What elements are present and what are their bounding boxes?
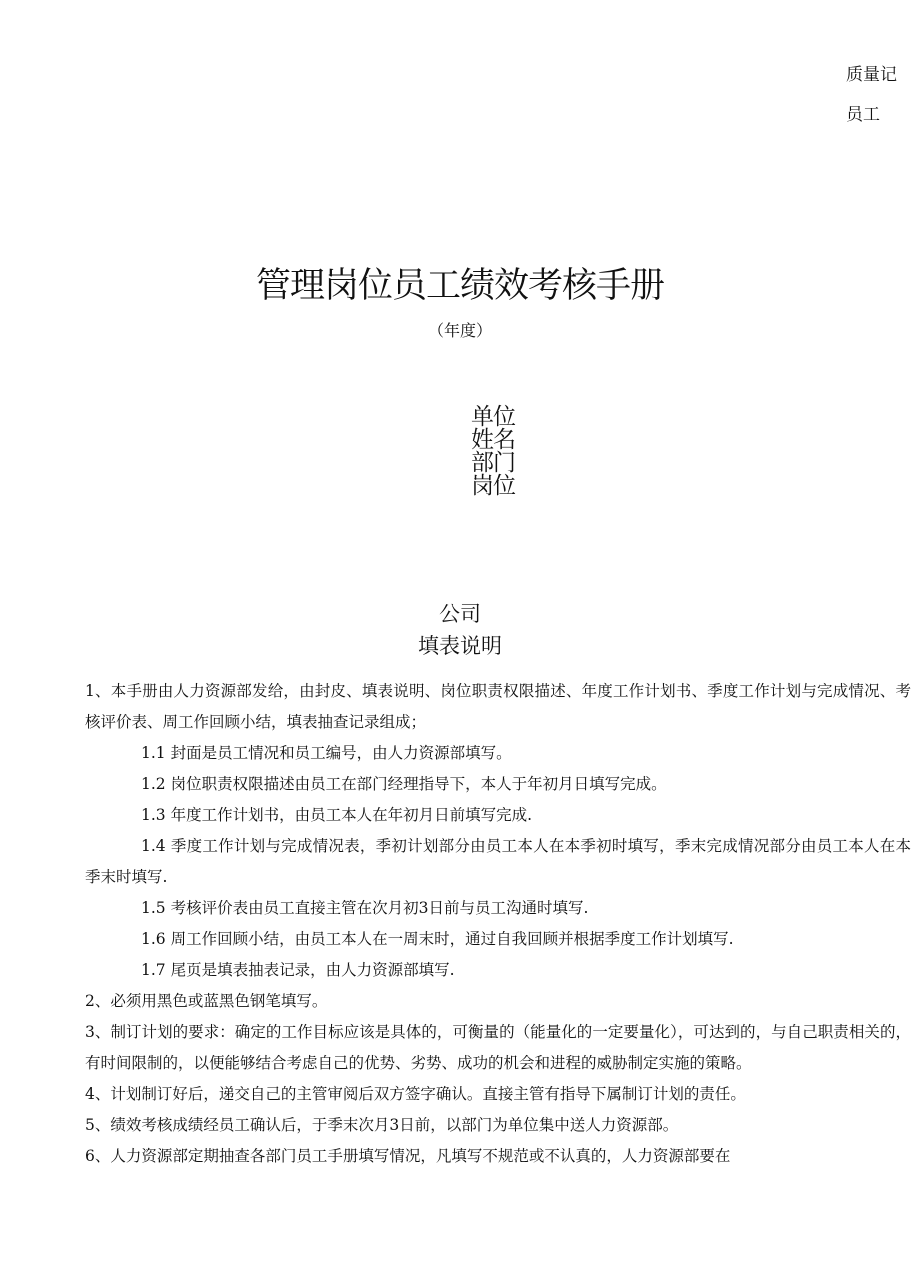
instructions-heading: 填表说明 — [418, 634, 502, 658]
field-position: 岗位 — [471, 473, 515, 499]
instruction-item-3: 3、制订计划的要求：确定的工作目标应该是具体的，可衡量的（能量化的一定要量化），可达到的，与自己职责相关的，有时间限制的，以便能够结合考虑自己的优势、劣势、成功的机会和进程的威胁制定实施的策略。 — [85, 1023, 911, 1072]
instruction-item-1-5: 1.5 考核评价表由员工直接主管在次月初3日前与员工沟通时填写. — [141, 899, 589, 917]
instruction-item-1-3: 1.3 年度工作计划书，由员工本人在年初月日前填写完成. — [141, 806, 533, 824]
instruction-item-6: 6、人力资源部定期抽查各部门员工手册填写情况，凡填写不规范或不认真的，人力资源部要在 — [85, 1147, 731, 1165]
instructions-body — [85, 676, 911, 1172]
header-employee-label: 员工 — [846, 105, 880, 125]
instruction-item-2: 2、必须用黑色或蓝黑色钢笔填写。 — [85, 992, 328, 1010]
field-unit: 单位 — [471, 404, 515, 430]
instruction-item-1-2: 1.2 岗位职责权限描述由员工在部门经理指导下，本人于年初月日填写完成。 — [141, 775, 667, 793]
instruction-item-1-1: 1.1 封面是员工情况和员工编号，由人力资源部填写。 — [141, 744, 512, 762]
instruction-item-1: 1、本手册由人力资源部发给，由封皮、填表说明、岗位职责权限描述、年度工作计划书、季度工作计划与完成情况、考核评价表、周工作回顾小结，填表抽查记录组成； — [85, 682, 911, 731]
page-title: 管理岗位员工绩效考核手册 — [255, 266, 664, 306]
instruction-item-5: 5、绩效考核成绩经员工确认后，于季末次月3日前，以部门为单位集中送人力资源部。 — [85, 1116, 679, 1134]
page-subtitle: （年度） — [427, 321, 492, 340]
instruction-item-1-7: 1.7 尾页是填表抽表记录，由人力资源部填写. — [141, 961, 455, 979]
cover-fields — [471, 406, 531, 498]
field-name: 姓名 — [471, 427, 515, 453]
instruction-item-4: 4、计划制订好后，递交自己的主管审阅后双方签字确认。直接主管有指导下属制订计划的责任。 — [85, 1085, 746, 1103]
instruction-item-1-4: 1.4 季度工作计划与完成情况表，季初计划部分由员工本人在本季初时填写，季末完成情况部分由员工本人在本季末时填写. — [85, 837, 911, 886]
company-label: 公司 — [439, 602, 481, 626]
instruction-item-1-6: 1.6 周工作回顾小结，由员工本人在一周末时，通过自我回顾并根据季度工作计划填写. — [141, 930, 734, 948]
field-department: 部门 — [471, 450, 515, 476]
header-record-label: 质量记 — [846, 65, 897, 85]
